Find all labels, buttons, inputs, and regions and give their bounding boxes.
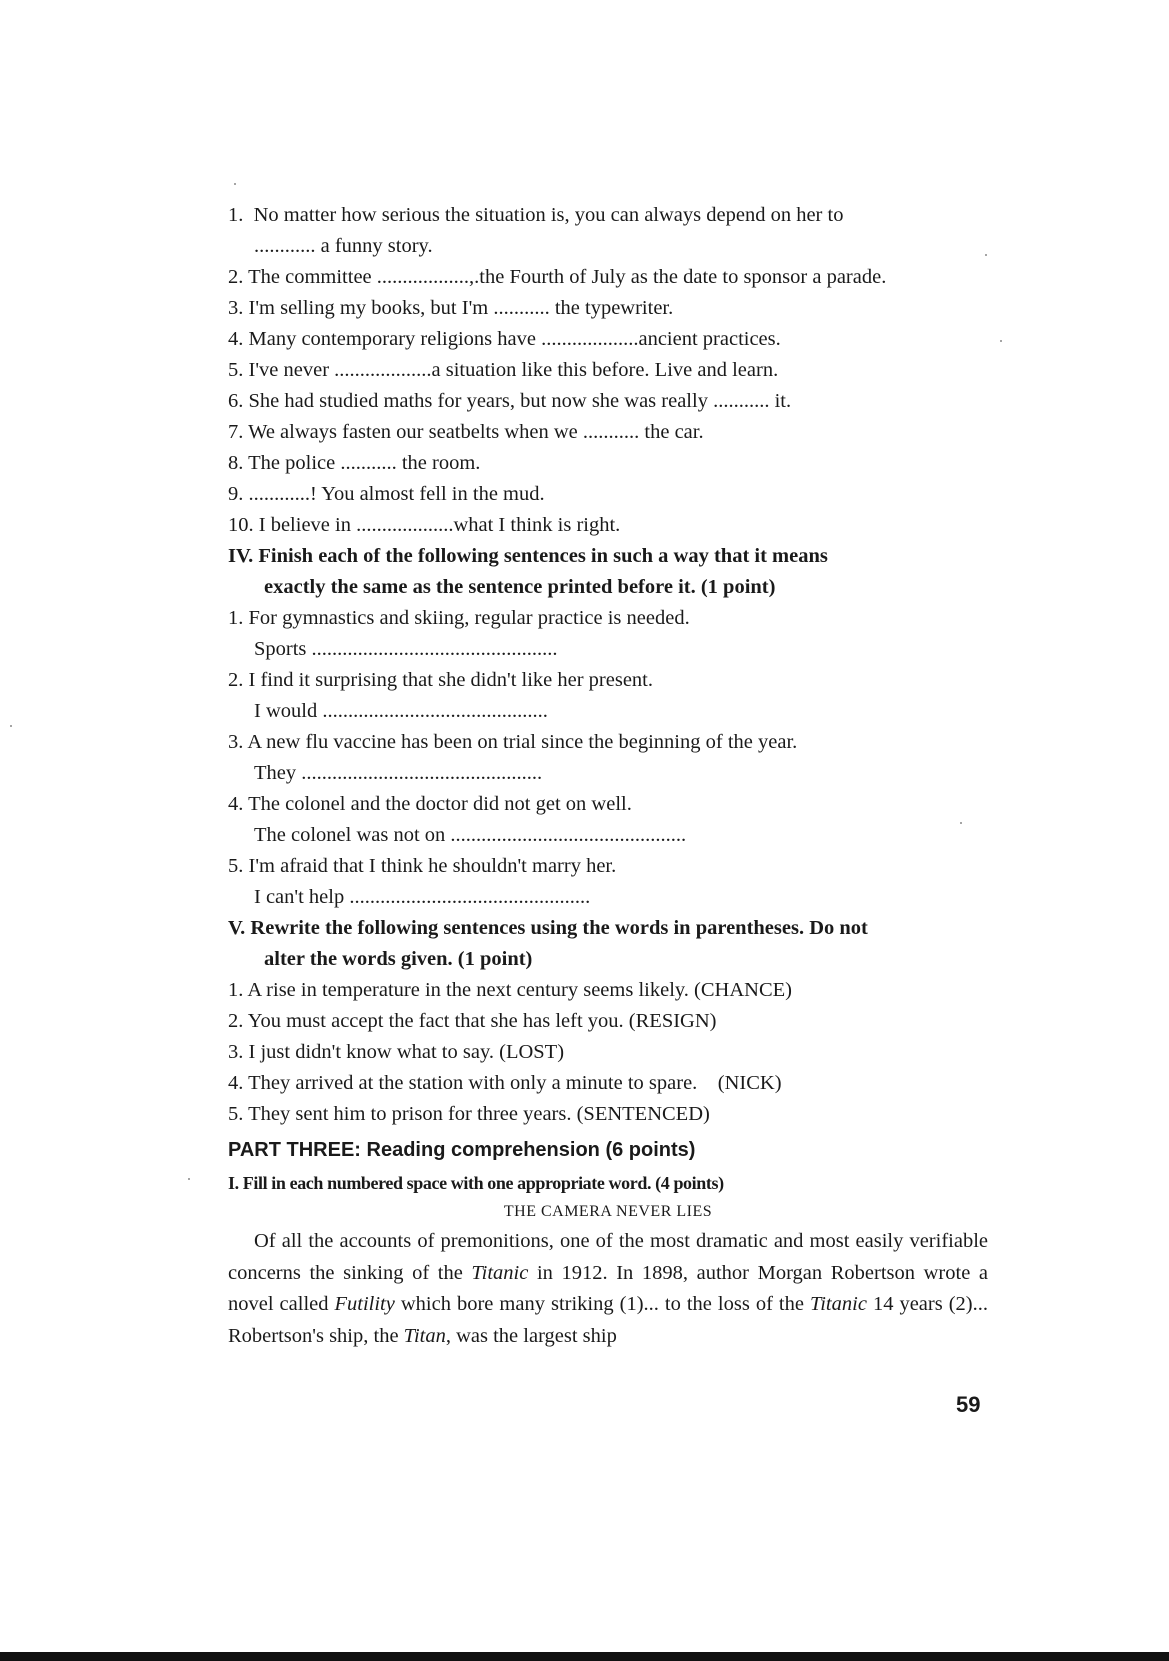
section4-list [228,603,988,913]
scan-speck [960,822,962,824]
scan-speck [188,1178,190,1180]
section4-sentence: 5. I'm afraid that I think he shouldn't marry her. [228,855,617,877]
passage-segment: which bore many striking (1)... to the loss of the [394,1293,810,1315]
passage-title: THE CAMERA NEVER LIES [503,1203,713,1220]
passage-segment: , was the largest ship [445,1324,617,1347]
scan-speck [1000,340,1002,342]
passage-segment: Of all the accounts of premonitions, one of the most dramatic and most easily verifiable concerns the sinking of the [228,1230,988,1284]
section4-heading [228,541,988,603]
section5-item: 3. I just didn't know what to say. (LOST) [228,1041,565,1063]
part-three-subheading: I. Fill in each numbered space with one appropriate word. (4 points) [228,1173,724,1193]
passage-segment: in 1912. In 1898, author Morgan Robertson wrote a novel called [228,1261,988,1315]
section5-heading [228,913,988,975]
section4-sentence: 1. For gymnastics and skiing, regular practice is needed. [228,607,690,629]
scan-speck [10,725,12,727]
section5-item: 2. You must accept the fact that she has left you. (RESIGN) [228,1010,717,1032]
section3-item: 8. The police ........... the room. [228,452,481,474]
passage-text [228,1226,988,1352]
section5-list [228,975,988,1130]
scan-speck [985,254,987,256]
passage-italic-futility: Futility [334,1293,395,1315]
page-content [228,200,988,1352]
section3-item: 10. I believe in ...................what I think is right. [228,514,621,536]
section3-item: 7. We always fasten our seatbelts when we ........... the car. [228,421,704,443]
passage-italic-titanic: Titanic [809,1293,867,1315]
section3-item: ............ a funny story. [254,235,433,257]
scan-speck [234,183,236,185]
page-number: 59 [956,1392,981,1417]
scan-bottom-edge [0,1652,1169,1661]
section4-heading-line1: IV. Finish each of the following sentences in such a way that it means [228,545,828,567]
section4-heading-line2: exactly the same as the sentence printed before it. (1 point) [264,576,776,598]
section3-item: 5. I've never ...................a situation like this before. Live and learn. [228,359,779,381]
section5-heading-line1: V. Rewrite the following sentences using the words in parentheses. Do not [228,917,868,939]
section3-item: 1. No matter how serious the situation is, you can always depend on her to [228,204,844,226]
section3-item: 2. The committee ..................,.the Fourth of July as the date to sponsor a parade. [228,266,887,288]
section3-item: 9. ............! You almost fell in the mud. [228,483,545,505]
section3-item: 4. Many contemporary religions have ...................ancient practices. [228,328,781,350]
section5-item: 5. They sent him to prison for three years. (SENTENCED) [228,1103,710,1125]
section5-item: 4. They arrived at the station with only a minute to spare. (NICK) [228,1072,782,1094]
section4-answer-prompt: They ............................................... [254,762,543,784]
section4-answer-prompt: The colonel was not on .............................................. [254,824,687,846]
passage-segment: 14 years (2)... Robertson's ship, the [228,1293,988,1347]
section5-item: 1. A rise in temperature in the next century seems likely. (CHANCE) [228,979,792,1001]
section5-heading-line2: alter the words given. (1 point) [264,948,533,970]
section3-item: 3. I'm selling my books, but I'm ........... the typewriter. [228,297,674,319]
part-three-title: PART THREE: Reading comprehension (6 points) [228,1139,696,1161]
section3-list [228,200,988,541]
section3-item: 6. She had studied maths for years, but now she was really ........... it. [228,390,792,412]
passage-italic-titanic: Titanic [471,1261,529,1284]
section4-sentence: 2. I find it surprising that she didn't like her present. [228,669,654,691]
passage-italic-titan: Titan [403,1324,446,1347]
section4-answer-prompt: I would ............................................ [254,700,548,722]
section4-answer-prompt: Sports ................................................ [254,638,558,660]
section4-sentence: 4. The colonel and the doctor did not get on well. [228,793,632,815]
section4-sentence: 3. A new flu vaccine has been on trial since the beginning of the year. [228,731,798,753]
section4-answer-prompt: I can't help ............................................... [254,886,591,908]
